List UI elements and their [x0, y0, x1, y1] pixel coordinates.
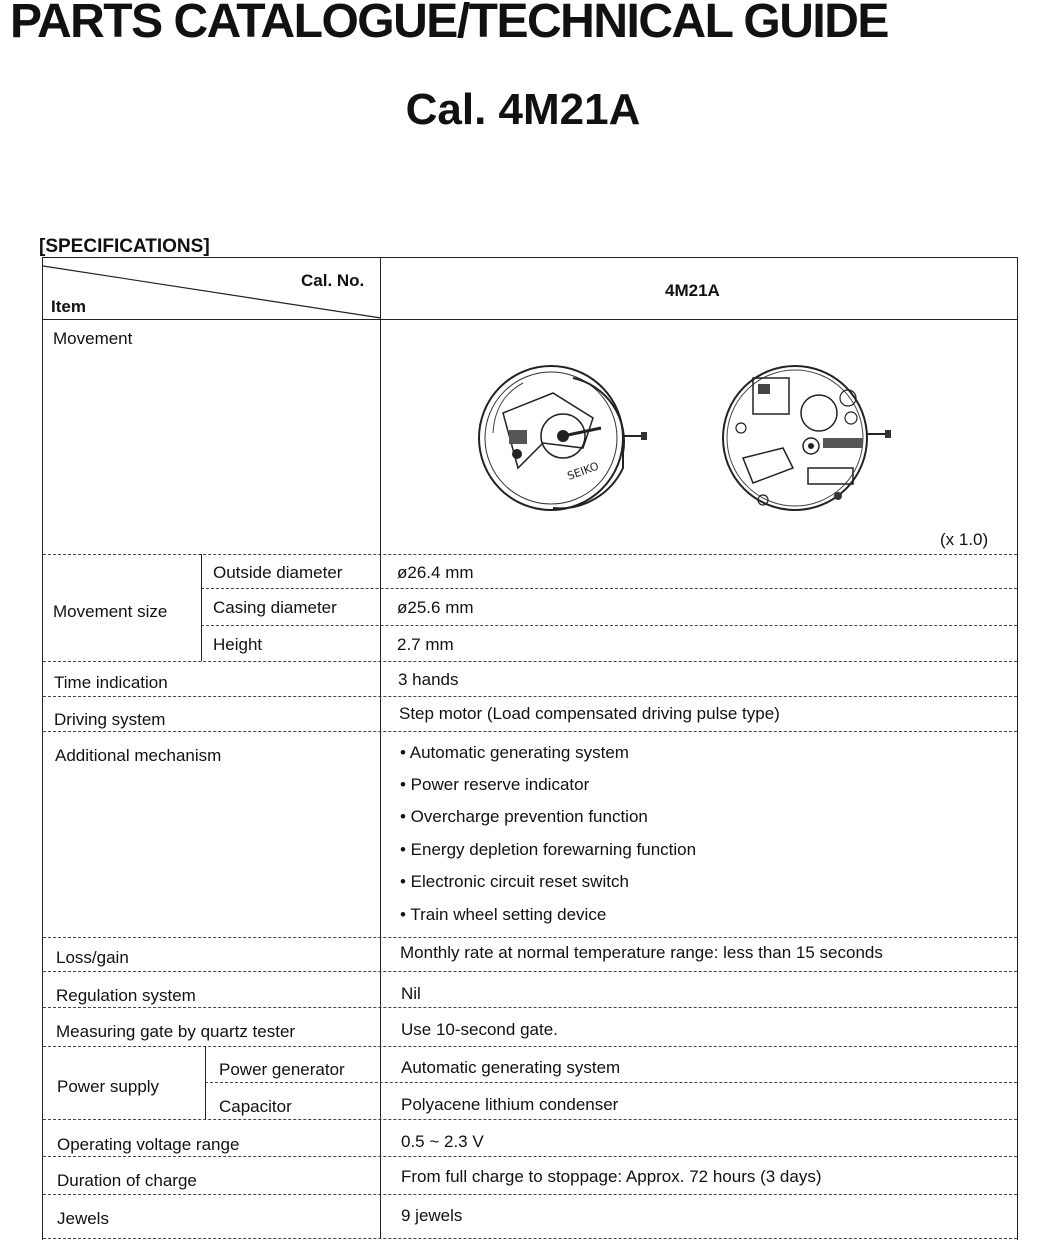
jewels-label: Jewels	[57, 1209, 109, 1228]
row-divider	[43, 554, 1017, 555]
operating-voltage-label: Operating voltage range	[57, 1135, 240, 1154]
column-divider	[380, 258, 381, 1238]
driving-system-label: Driving system	[54, 710, 166, 729]
mechanism-item: • Electronic circuit reset switch	[400, 872, 629, 891]
time-indication-label: Time indication	[54, 673, 168, 692]
measuring-gate-value: Use 10-second gate.	[401, 1020, 558, 1039]
movement-back-image	[713, 358, 893, 518]
row-divider	[43, 661, 1017, 662]
duration-of-charge-value: From full charge to stoppage: Approx. 72 hours (3 days)	[401, 1167, 822, 1186]
document-title: PARTS CATALOGUE/TECHNICAL GUIDE	[10, 0, 888, 48]
time-indication-value: 3 hands	[398, 670, 459, 689]
additional-mechanism-label: Additional mechanism	[55, 746, 222, 765]
movement-label: Movement	[53, 329, 133, 348]
row-divider	[43, 1046, 1017, 1047]
mechanism-item: • Train wheel setting device	[400, 905, 607, 924]
row-divider	[43, 1194, 1017, 1195]
casing-diameter-value: ø25.6 mm	[397, 598, 474, 617]
movement-front-image	[473, 358, 649, 518]
image-scale: (x 1.0)	[940, 530, 989, 549]
subcolumn-divider	[201, 554, 202, 661]
jewels-value: 9 jewels	[401, 1206, 463, 1225]
specifications-table	[42, 257, 1018, 1240]
subcolumn-divider	[205, 1046, 206, 1119]
loss-gain-label: Loss/gain	[56, 948, 129, 967]
duration-of-charge-label: Duration of charge	[57, 1171, 197, 1190]
row-divider	[43, 731, 1017, 732]
outside-diameter-value: ø26.4 mm	[397, 563, 474, 582]
mechanism-item: • Power reserve indicator	[400, 775, 590, 794]
power-generator-label: Power generator	[219, 1060, 345, 1079]
row-divider	[43, 1156, 1017, 1157]
capacitor-value: Polyacene lithium condenser	[401, 1095, 619, 1114]
outside-diameter-label: Outside diameter	[213, 563, 343, 582]
cal-value-header: 4M21A	[665, 281, 720, 300]
mechanism-item: • Automatic generating system	[400, 743, 629, 762]
row-divider	[43, 1119, 1017, 1120]
mechanism-item: • Energy depletion forewarning function	[400, 840, 697, 859]
row-divider	[205, 1082, 1017, 1083]
header-divider	[43, 319, 1017, 320]
seiko-brand-mark: SEIKO	[565, 459, 601, 483]
power-supply-label: Power supply	[57, 1077, 160, 1096]
movement-size-label: Movement size	[53, 602, 168, 621]
caliber-title: Cal. 4M21A	[405, 85, 641, 134]
item-header: Item	[51, 297, 86, 316]
casing-diameter-label: Casing diameter	[213, 598, 337, 617]
regulation-system-label: Regulation system	[56, 986, 196, 1005]
row-divider	[43, 1007, 1017, 1008]
regulation-system-value: Nil	[401, 984, 421, 1003]
height-label: Height	[213, 635, 263, 654]
row-divider	[43, 971, 1017, 972]
row-divider	[43, 696, 1017, 697]
measuring-gate-label: Measuring gate by quartz tester	[56, 1022, 296, 1041]
row-divider	[201, 588, 1017, 589]
height-value: 2.7 mm	[397, 635, 454, 654]
driving-system-value: Step motor (Load compensated driving pulse type)	[399, 704, 780, 723]
capacitor-label: Capacitor	[219, 1097, 292, 1116]
table-bottom-border	[43, 1238, 1017, 1239]
cal-no-header: Cal. No.	[301, 271, 365, 290]
power-generator-value: Automatic generating system	[401, 1058, 621, 1077]
operating-voltage-value: 0.5 ~ 2.3 V	[401, 1132, 484, 1151]
row-divider	[201, 625, 1017, 626]
mechanism-item: • Overcharge prevention function	[400, 807, 648, 826]
loss-gain-value: Monthly rate at normal temperature range: less than 15 seconds	[400, 943, 883, 962]
section-heading: [SPECIFICATIONS]	[39, 236, 210, 257]
row-divider	[43, 937, 1017, 938]
